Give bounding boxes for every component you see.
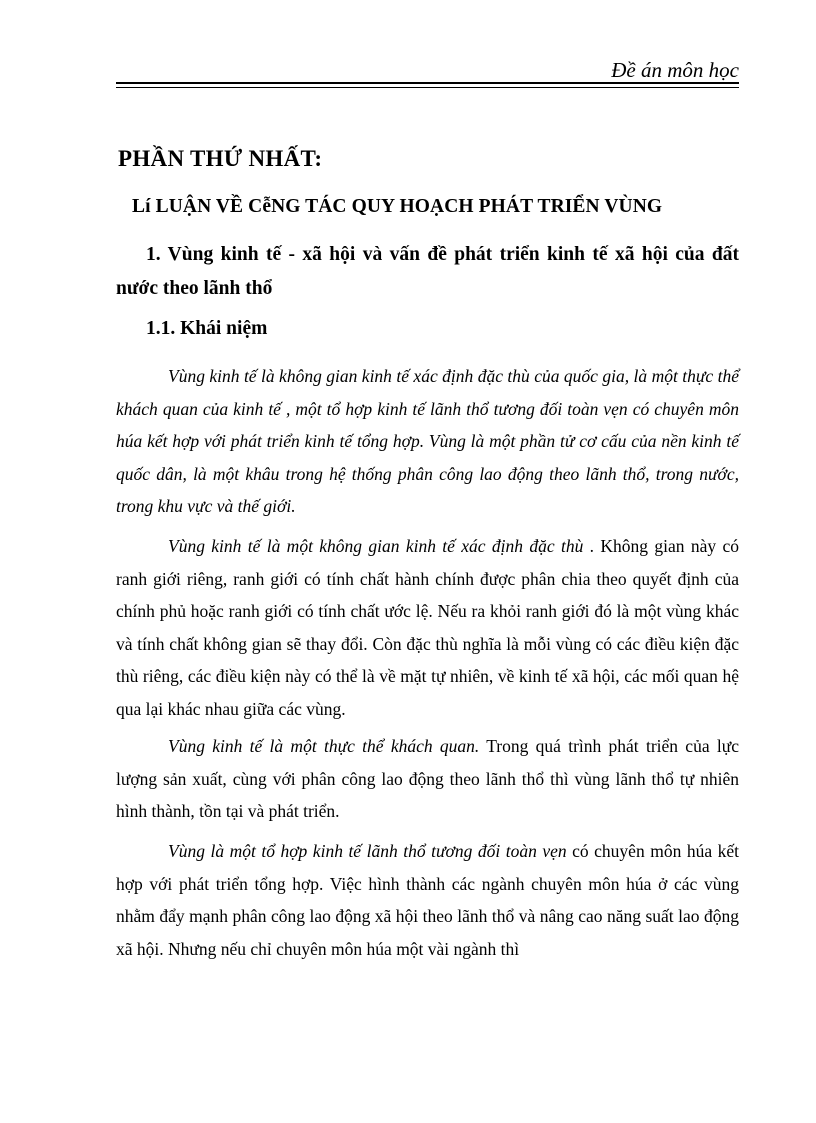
header-rule-thin — [116, 87, 739, 88]
chapter-subtitle: Lí LUẬN VỀ CễNG TÁC QUY HOẠCH PHÁT TRIỂN VÙNG — [132, 196, 663, 217]
paragraph-2-text: . Không gian này có ranh giới riêng, ranh giới có tính chất hành chính được phân chia theo quyết định của chính phủ hoặc ranh giới có tính chất ước lệ. Nếu ra khỏi ranh giới đó là một vùng khác và tính chất không gian sẽ thay đổi. Còn đặc thù nghĩa là mỗi vùng có các điều kiện đặc thù riêng, các điều kiện này có thể là về mặt tự nhiên, về kinh tế xã hội, các mối quan hệ qua lại khác nhau giữa các vùng. — [116, 536, 739, 719]
paragraph-3 — [116, 730, 739, 828]
paragraph-3-text: Trong quá trình phát triển của lực lượng sản xuất, cùng với phân công lao động theo lãnh thổ thì vùng lãnh thổ tự nhiên hình thành, tồn tại và phát triển. — [116, 736, 739, 822]
paragraph-1-italic: Vùng kinh tế là không gian kinh tế xác định đặc thù của quốc gia, là một thực thể khách quan của kinh tế , một tổ hợp kinh tế lãnh thổ tương đối toàn vẹn có chuyên môn húa kết hợp với phát triển kinh tế tổng hợp. Vùng là một phần tử cơ cấu của nền kinh tế quốc dân, là một khâu trong hệ thống phân công lao động theo lãnh thổ, trong nước, trong khu vực và thế giới. — [116, 366, 739, 517]
header-rule-thick — [116, 82, 739, 84]
section-1-heading: 1. Vùng kinh tế - xã hội và vấn đề phát triển kinh tế xã hội của đất nước theo lãnh thổ — [116, 244, 739, 299]
paragraph-3-italic: Vùng kinh tế là một thực thể khách quan. — [168, 736, 480, 756]
page-header-title: Đề án môn học — [611, 58, 739, 82]
paragraph-2 — [116, 530, 739, 726]
paragraph-4-italic: Vùng là một tổ hợp kinh tế lãnh thổ tương đối toàn vẹn — [168, 841, 567, 861]
section-1-1-heading: 1.1. Khái niệm — [146, 318, 268, 339]
paragraph-4 — [116, 835, 739, 965]
paragraph-2-italic: Vùng kinh tế là một không gian kinh tế xác định đặc thù — [168, 536, 584, 556]
paragraph-4-text: có chuyên môn húa kết hợp với phát triển tổng hợp. Việc hình thành các ngành chuyên môn húa ở các vùng nhằm đẩy mạnh phân công lao động xã hội theo lãnh thổ và nâng cao năng suất lao động xã hội. Nhưng nếu chỉ chuyên môn húa một vài ngành thì — [116, 841, 739, 959]
paragraph-1 — [116, 360, 739, 523]
part-title: PHẦN THỨ NHẤT: — [118, 146, 323, 171]
